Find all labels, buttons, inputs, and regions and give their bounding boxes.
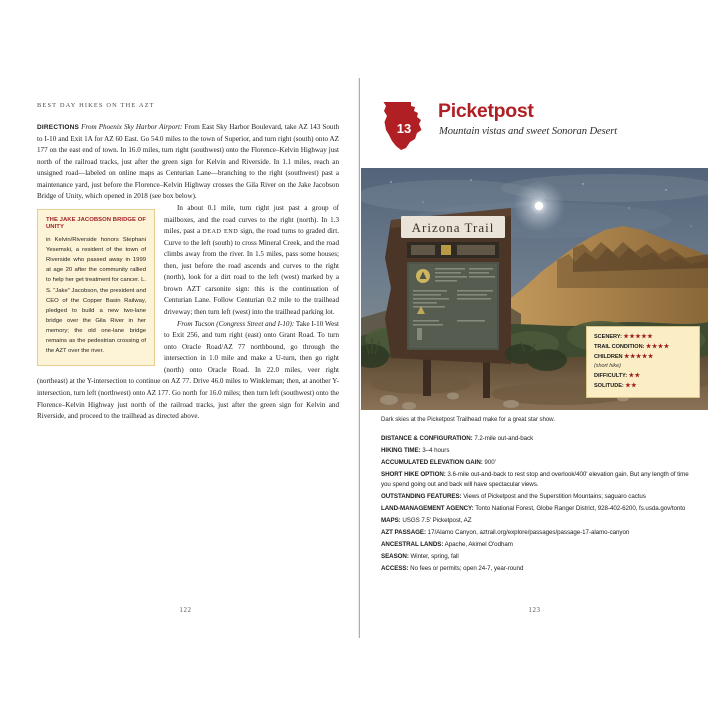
- key-fact-hiking-time-label: HIKING TIME:: [381, 447, 421, 454]
- key-fact-elevation-gain-value: 900': [482, 459, 496, 466]
- key-fact-elevation-gain-label: ACCUMULATED ELEVATION GAIN:: [381, 459, 483, 466]
- directions-body: [37, 122, 339, 423]
- key-fact-ancestral-lands-value: Apache, Akimel O'odham: [443, 540, 513, 548]
- key-fact-land-management-agency-label: LAND-MANAGEMENT AGENCY:: [381, 504, 474, 512]
- key-fact-elevation-gain: [381, 458, 694, 468]
- rating-difficulty: [594, 371, 693, 381]
- right-page: [361, 78, 708, 638]
- rating-solitude-stars: ★★: [625, 381, 638, 389]
- rating-solitude-label: SOLITUDE:: [594, 382, 624, 389]
- directions-source-tucson: From Tucson (Congress Street and I-10):: [177, 319, 295, 328]
- directions-text-1: From East Sky Harbor Boulevard, take AZ 143 South to I-10 and Exit 1A for AZ 60 East. Go 54.0 miles to the town of Superior, and turn right (south) onto AZ 177 on the east end of town. In 16.0 miles, turn right (southwest) onto the Florence–Kelvin Highway just north of the railroad tracks, just after the green sign for Kelvin and Riverside. In 1.1 miles, reach an unsigned road—labeled on online maps as Centurian Lane—branching to the right (southwest) past a maintenance yard, just before the Florence–Kelvin Highway crosses the Gila River on the Jake Jacobson Bridge of Unity, which opened in 2018 (see box below).: [37, 123, 339, 201]
- key-fact-ancestral-lands: [381, 540, 694, 550]
- key-fact-distance-value: 7.2-mile out-and-back: [472, 435, 534, 442]
- chapter-number: 13: [396, 120, 412, 136]
- key-fact-maps: [381, 516, 694, 526]
- jake-jacobson-sidebar: [37, 209, 155, 366]
- directions-text-2b: sign, the road turns to graded dirt. Curve to the left (south) to cross Mineral Creek, and the road climbs away from the river. In 1.5 miles, pass some houses; then, just before the road ascends and curves to the right (north), look for a dirt road to the left (west) marked by a brown AZT carsonite sign: this is the continuation of Centurian Lane. Follow Centurian 0.2 mile to the trailhead driveway; then turn left (west) into the trailhead parking lot.: [164, 227, 339, 317]
- rating-difficulty-label: DIFFICULTY:: [594, 372, 628, 379]
- key-fact-access-value: No fees or permits; open 24-7, year-round: [408, 564, 524, 572]
- key-fact-hiking-time: [381, 446, 694, 456]
- directions-paragraph-1: [37, 122, 339, 203]
- key-fact-maps-value: USGS 7.5' Picketpost, AZ: [400, 516, 472, 524]
- key-fact-short-hike-option-label: SHORT HIKE OPTION:: [381, 471, 446, 478]
- ratings-box: [586, 326, 700, 398]
- sidebar-text: in Kelvin/Riverside honors Stephani Yesemski, a resident of the town of Riverside who passed away in 1999 at age 20 after the community rallied to help her get treatment for cancer. L. S. “Jake” Jacobson, the president and CEO of the Copper Basin Railway, pledged to build a new two-lane bridge over the Gila River in her memory; the old one-lane bridge remains as the pedestrian crossing of the AZT over the river.: [46, 236, 146, 355]
- directions-text-3: Take I-10 West to Exit 256, and turn right (east) onto Grant Road. To turn onto Oracle Road/AZ 77 northbound, go through the intersection in 1.0 mile and make a U-turn, then go right (north) onto Oracle Road. In 22.0 miles, veer right (northeast) at the Y-intersection to continue on AZ 77. Drive 46.0 miles to Winkleman; then, at another Y-intersection, turn left (northwest) onto AZ 177. Go north for 16.0 miles; then turn left (southwest) onto the Florence–Kelvin Highway just north of the railroad tracks, just after the green sign for Kelvin and Riverside, and proceed to the trailhead as directed above.: [37, 319, 339, 421]
- dead-end-sign-text: DEAD END: [202, 228, 239, 236]
- rating-difficulty-stars: ★★: [628, 371, 641, 379]
- key-fact-hiking-time-value: 3–4 hours: [420, 447, 450, 454]
- rating-scenery: [594, 332, 693, 342]
- key-fact-azt-passage: [381, 528, 694, 538]
- rating-trail-condition: [594, 342, 693, 352]
- directions-source-phoenix: From Phoenix Sky Harbor Airport:: [81, 123, 183, 131]
- key-fact-maps-label: MAPS:: [381, 516, 401, 524]
- photo-caption: Dark skies at the Picketpost Trailhead make for a great star show.: [381, 416, 555, 423]
- key-fact-land-management-agency: [381, 504, 694, 514]
- rating-scenery-stars: ★★★★★: [623, 332, 654, 340]
- key-fact-season-label: SEASON:: [381, 552, 409, 560]
- rating-children: [594, 352, 693, 362]
- svg-text:Arizona Trail: Arizona Trail: [411, 220, 495, 235]
- key-fact-outstanding-features: [381, 492, 694, 502]
- key-fact-short-hike-option-value: 3.6-mile out-and-back to rest stop and overlook/400' elevation gain. But any length of time you spend going out and back will have spectacular views.: [381, 471, 689, 488]
- key-fact-ancestral-lands-label: ANCESTRAL LANDS:: [381, 540, 444, 548]
- rating-children-label: CHILDREN: [594, 354, 623, 361]
- rating-scenery-label: SCENERY:: [594, 333, 622, 340]
- rating-trail-condition-stars: ★★★★: [645, 343, 670, 351]
- rating-trail-condition-label: TRAIL CONDITION:: [594, 344, 645, 351]
- rating-solitude: [594, 381, 693, 391]
- key-fact-distance: [381, 434, 694, 444]
- folio-right: 123: [528, 606, 541, 614]
- key-fact-short-hike-option: [381, 470, 694, 489]
- key-fact-outstanding-features-value: Views of Picketpost and the Superstition Mountains; saguaro cactus: [461, 492, 646, 500]
- key-fact-azt-passage-label: AZT PASSAGE:: [381, 528, 427, 536]
- key-fact-access: [381, 564, 694, 574]
- chapter-header: [381, 100, 694, 158]
- folio-left: 122: [179, 606, 192, 614]
- rating-children-note: (short hike): [594, 363, 621, 370]
- sidebar-title: THE JAKE JACOBSON BRIDGE OF UNITY: [46, 216, 146, 231]
- rating-children-stars: ★★★★★: [624, 353, 654, 361]
- directions-label: DIRECTIONS: [37, 124, 80, 131]
- directions-text-2a: In about 0.1 mile, turn right just past a group of mailboxes, and the road curves to the right (north). In 1.3 miles, past a: [164, 203, 339, 236]
- key-facts-list: [381, 434, 694, 576]
- running-head: BEST DAY HIKES ON THE AZT: [37, 102, 155, 109]
- key-fact-season: [381, 552, 694, 562]
- key-fact-distance-label: DISTANCE & CONFIGURATION:: [381, 435, 473, 442]
- left-page-content: [37, 102, 339, 423]
- chapter-title: Picketpost: [438, 100, 534, 122]
- trailhead-photo: [361, 168, 708, 410]
- key-fact-season-value: Winter, spring, fall: [408, 552, 459, 560]
- key-fact-azt-passage-value: 17/Alamo Canyon, aztrail.org/explore/passages/passage-17-alamo-canyon: [426, 528, 630, 536]
- left-page: [12, 78, 360, 638]
- key-fact-access-label: ACCESS:: [381, 564, 409, 572]
- key-fact-outstanding-features-label: OUTSTANDING FEATURES:: [381, 492, 462, 500]
- chapter-subtitle: Mountain vistas and sweet Sonoran Desert: [439, 126, 618, 137]
- key-fact-land-management-agency-value: Tonto National Forest, Globe Ranger District, 928-402-6200, fs.usda.gov/tonto: [473, 504, 686, 512]
